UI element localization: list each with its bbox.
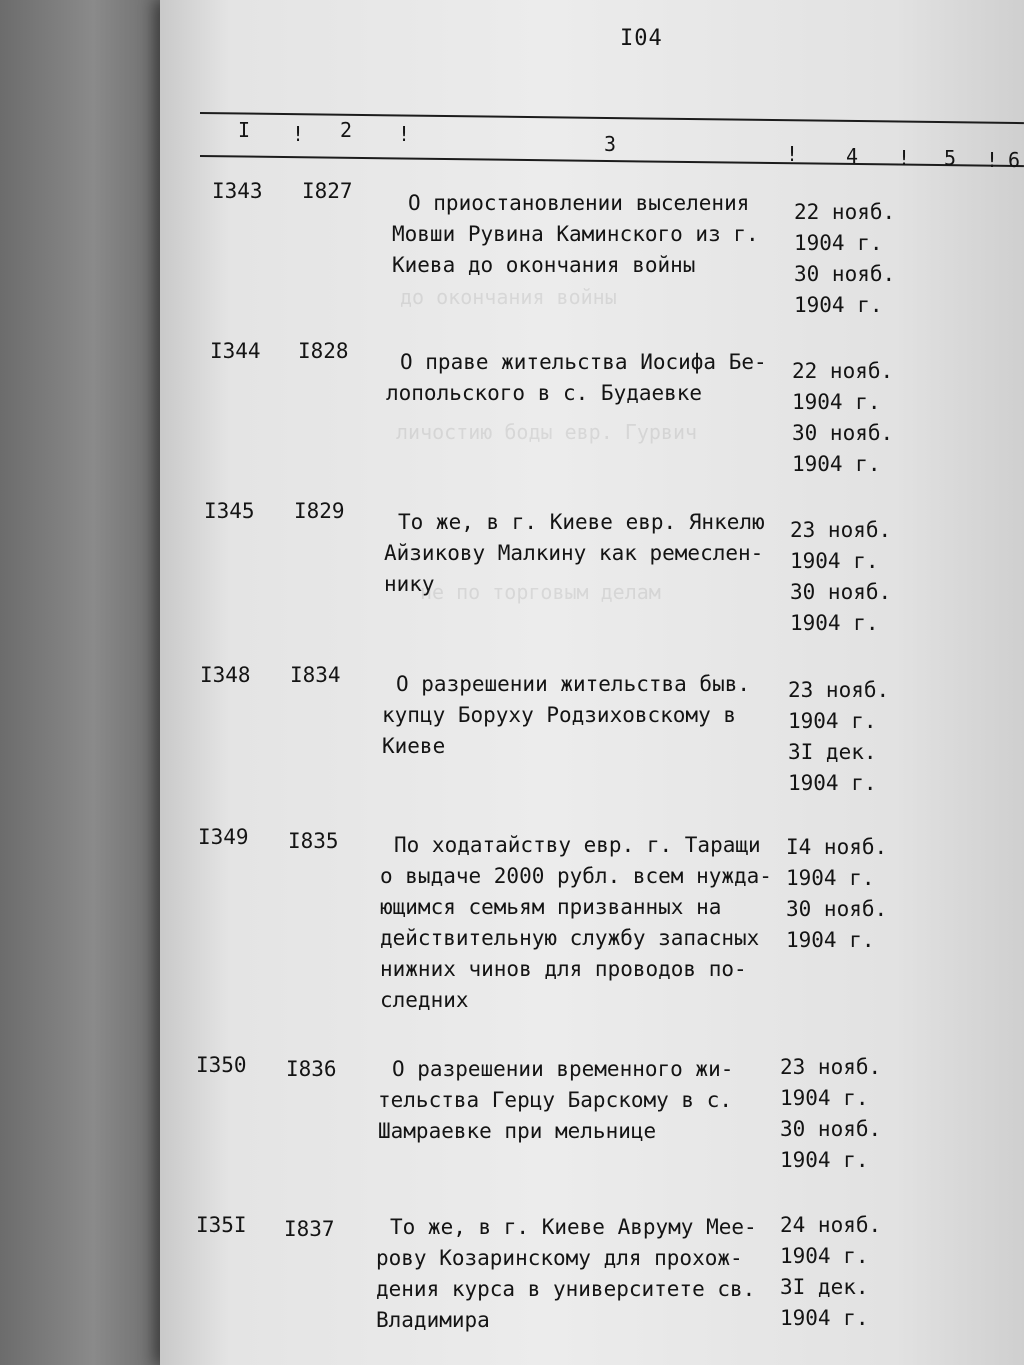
document-number: I835 (288, 829, 339, 853)
column-separator: ! (898, 146, 911, 170)
column-header-1: I (238, 118, 251, 142)
column-header-6: 6 (1008, 148, 1021, 172)
column-separator: ! (398, 122, 411, 146)
bleed-through-text: не по торговым делам (420, 580, 661, 604)
inventory-number: I348 (200, 663, 251, 687)
adjacent-page-edge (0, 0, 170, 1365)
entry-dates: 22 нояб. 1904 г. 30 нояб. 1904 г. (792, 359, 894, 476)
column-header-5: 5 (944, 146, 957, 170)
entry-description: О разрешении временного жи- тельства Герцу Барскому в с. Шамраевке при мельнице (378, 1057, 734, 1143)
entry-dates: 23 нояб. 1904 г. 30 нояб. 1904 г. (780, 1055, 882, 1172)
inventory-number: I349 (198, 825, 249, 849)
entry-dates: 22 нояб. 1904 г. 30 нояб. 1904 г. (794, 200, 896, 317)
entry-description: О праве жительства Иосифа Бе- лопольского в с. Будаевке (386, 350, 767, 405)
document-number: I834 (290, 663, 341, 687)
inventory-number: I350 (196, 1053, 247, 1077)
document-number: I829 (294, 499, 345, 523)
inventory-number: I344 (210, 339, 261, 363)
entry-dates: 23 нояб. 1904 г. 30 нояб. 1904 г. (790, 518, 892, 635)
inventory-number: I35I (196, 1213, 247, 1237)
column-separator: ! (292, 122, 305, 146)
entry-description: То же, в г. Киеве евр. Янкелю Айзикову Малкину как ремеслен- нику (384, 510, 765, 596)
column-header-2: 2 (340, 118, 353, 142)
document-number: I827 (302, 179, 353, 203)
column-separator: ! (786, 142, 799, 166)
column-header-3: 3 (604, 132, 617, 156)
entry-dates: I4 нояб. 1904 г. 30 нояб. 1904 г. (786, 835, 888, 952)
entry-description: По ходатайству евр. г. Таращи о выдаче 2000 рубл. всем нужда- ющимся семьям призванных на действительную службу запасных нижних чинов для проводов по- следних (380, 833, 772, 1012)
entry-description: О разрешении жительства быв. купцу Боруху Родзиховскому в Киеве (382, 672, 751, 758)
column-separator: ! (986, 148, 999, 172)
inventory-number: I343 (212, 179, 263, 203)
bleed-through-text: до окончания войны (400, 285, 617, 309)
document-number: I836 (286, 1057, 337, 1081)
entry-dates: 24 нояб. 1904 г. 3I дек. 1904 г. (780, 1213, 882, 1330)
bleed-through-text: личостию боды евр. Гурвич (396, 420, 698, 444)
entry-description: О приостановлении выселения Мовши Рувина Каминского из г. Киева до окончания войны (392, 191, 759, 277)
document-number: I837 (284, 1217, 335, 1241)
entry-description: То же, в г. Киеве Авруму Мее- рову Козаринскому для прохож- дения курса в университете св. Владимира (376, 1215, 757, 1332)
column-header-4: 4 (846, 144, 859, 168)
document-number: I828 (298, 339, 349, 363)
entry-dates: 23 нояб. 1904 г. 3I дек. 1904 г. (788, 678, 890, 795)
page-number: I04 (620, 26, 663, 51)
inventory-number: I345 (204, 499, 255, 523)
